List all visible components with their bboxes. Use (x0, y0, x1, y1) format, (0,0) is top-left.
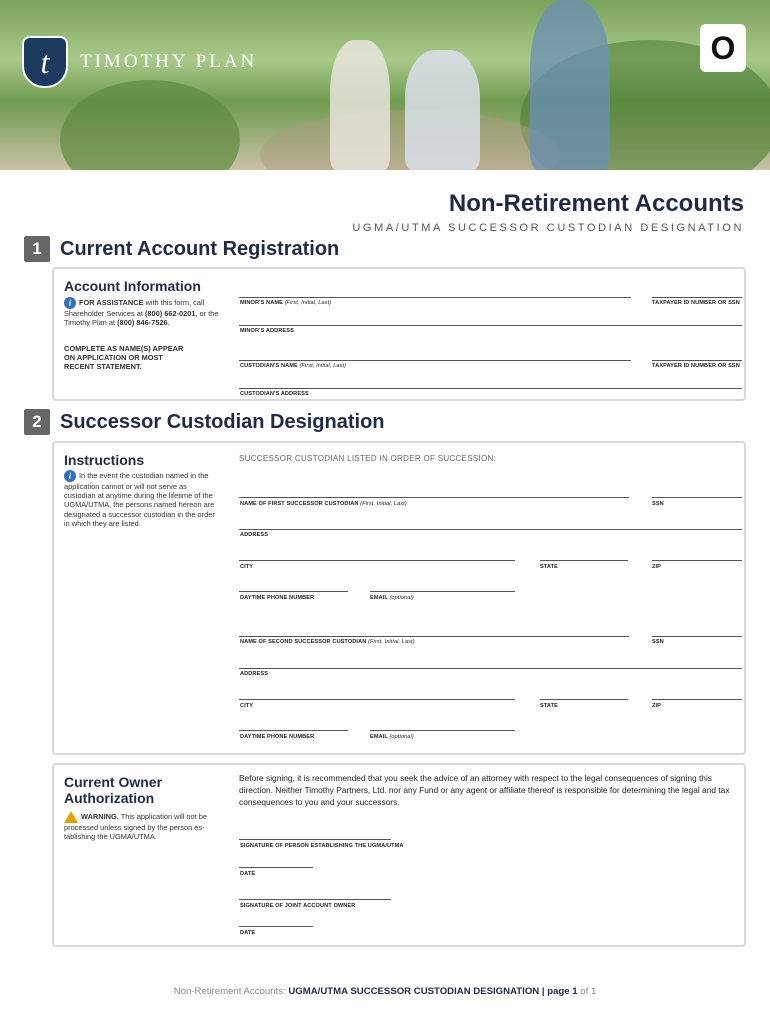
photo-person-adult-right (530, 0, 610, 170)
legal-advice-text: Before signing, it is recommended that you seek the advice of an attorney with respect to the legal consequences of signing this direction. Neither Timothy Partners, Ltd. nor any Fund or any agent or affiliate thereof is responsible for determining the legal and tax consequences to you and your successors. (239, 773, 730, 807)
second-successor-zip-field[interactable] (652, 699, 742, 700)
field-label: SSN (652, 639, 664, 645)
complete-note: COMPLETE AS NAME(S) APPEAR ON APPLICATION OR MOST RECENT STATEMENT. (64, 344, 184, 372)
info-icon: i (64, 470, 76, 482)
field-label: TAXPAYER ID NUMBER OR SSN (652, 363, 740, 369)
assistance-note: i FOR ASSISTANCE with this form, call Shareholder Services at (800) 662-0201, or the Timothy Plan at (800) 846-7526. (64, 297, 219, 328)
field-label: STATE (540, 564, 559, 570)
owner-signature-field[interactable] (239, 839, 391, 840)
first-successor-name-field[interactable] (239, 497, 629, 498)
custodian-address-field[interactable] (239, 388, 742, 389)
field-label: DATE (240, 871, 256, 877)
section-2-heading (24, 409, 385, 435)
first-successor-address-field[interactable] (239, 529, 742, 530)
photo-person-child (405, 50, 480, 170)
taxpayer-id-field-2[interactable] (652, 360, 742, 361)
succession-caption: SUCCESSOR CUSTODIAN LISTED IN ORDER OF SUCCESSION: (239, 454, 497, 463)
box-label: Current Owner Authorization (64, 774, 163, 806)
field-label: CITY (240, 564, 254, 570)
field-label: SSN (652, 501, 664, 507)
joint-owner-date-field[interactable] (239, 926, 313, 927)
second-successor-email-field[interactable] (370, 730, 515, 731)
info-icon: i (64, 297, 76, 309)
field-label: SIGNATURE OF JOINT ACCOUNT OWNER (240, 903, 356, 909)
page-footer: Non-Retirement Accounts: UGMA/UTMA SUCCESSOR CUSTODIAN DESIGNATION | page 1 of 1 (173, 986, 597, 997)
first-successor-state-field[interactable] (540, 560, 628, 561)
successor-custodian-box (52, 441, 746, 755)
account-information-box (52, 267, 746, 401)
page-title: Non-Retirement Accounts (448, 190, 744, 217)
brand-name: TIMOTHY PLAN (80, 51, 258, 72)
field-label: ADDRESS (240, 532, 269, 538)
field-label: CITY (240, 703, 254, 709)
joint-owner-signature-field[interactable] (239, 899, 391, 900)
first-successor-phone-field[interactable] (239, 591, 348, 592)
second-successor-name-field[interactable] (239, 636, 629, 637)
field-label: ZIP (652, 564, 662, 570)
warning-note: WARNING. This application will not be processed unless signed by the person es-tablishing the UGMA/UTMA. (64, 811, 207, 842)
section-number: 1 (24, 236, 50, 262)
header-banner (0, 0, 770, 170)
box-label: Instructions (64, 452, 145, 468)
second-successor-city-field[interactable] (239, 699, 515, 700)
warning-icon (64, 811, 78, 823)
field-label: EMAIL (optional) (370, 734, 414, 740)
timothy-plan-logo (22, 36, 257, 88)
field-label: ADDRESS (240, 671, 269, 677)
second-successor-address-field[interactable] (239, 668, 742, 669)
field-label: DATE (240, 930, 256, 936)
field-label: STATE (540, 703, 559, 709)
field-label: CUSTODIAN'S NAME (First, Initial, Last) (240, 363, 347, 369)
field-label: NAME OF SECOND SUCCESSOR CUSTODIAN (First, Initial, Last) (240, 639, 415, 645)
shield-logo-icon: t (22, 36, 68, 88)
page-subtitle: UGMA/UTMA SUCCESSOR CUSTODIAN DESIGNATION (352, 222, 744, 234)
section-1-heading (24, 236, 339, 262)
second-successor-state-field[interactable] (540, 699, 628, 700)
owner-date-field[interactable] (239, 867, 313, 868)
first-successor-email-field[interactable] (370, 591, 515, 592)
field-label: SIGNATURE OF PERSON ESTABLISHING THE UGMA/UTMA (240, 843, 404, 849)
field-label: MINOR'S NAME (First, Initial, Last) (240, 300, 332, 306)
section-title: Current Account Registration (60, 237, 340, 260)
taxpayer-id-field-1[interactable] (652, 297, 742, 298)
second-successor-phone-field[interactable] (239, 730, 348, 731)
section-title: Successor Custodian Designation (60, 410, 385, 433)
field-label: ZIP (652, 703, 662, 709)
first-successor-zip-field[interactable] (652, 560, 742, 561)
second-successor-ssn-field[interactable] (652, 636, 742, 637)
first-successor-ssn-field[interactable] (652, 497, 742, 498)
field-label: NAME OF FIRST SUCCESSOR CUSTODIAN (First, Initial, Last) (240, 501, 407, 507)
minor-address-field[interactable] (239, 325, 742, 326)
field-label: MINOR'S ADDRESS (240, 328, 294, 334)
field-label: DAYTIME PHONE NUMBER (240, 734, 315, 740)
custodian-name-field[interactable] (239, 360, 631, 361)
photo-person-adult (330, 40, 390, 170)
owner-authorization-box (52, 763, 746, 947)
field-label: TAXPAYER ID NUMBER OR SSN (652, 300, 740, 306)
field-label: EMAIL (optional) (370, 595, 414, 601)
first-successor-city-field[interactable] (239, 560, 515, 561)
field-label: CUSTODIAN'S ADDRESS (240, 391, 309, 397)
box-label: Account Information (64, 278, 201, 294)
minor-name-field[interactable] (239, 297, 631, 298)
field-label: DAYTIME PHONE NUMBER (240, 595, 315, 601)
instructions-note: i In the event the custodian named in the application cannot or will not serve as custodian at anytime during the lifetime of the UGMA/UTMA, the persons named hereon are designated a successor custodian in the order in which they are listed. (64, 470, 215, 528)
form-code-badge: O (700, 24, 746, 72)
section-number: 2 (24, 409, 50, 435)
